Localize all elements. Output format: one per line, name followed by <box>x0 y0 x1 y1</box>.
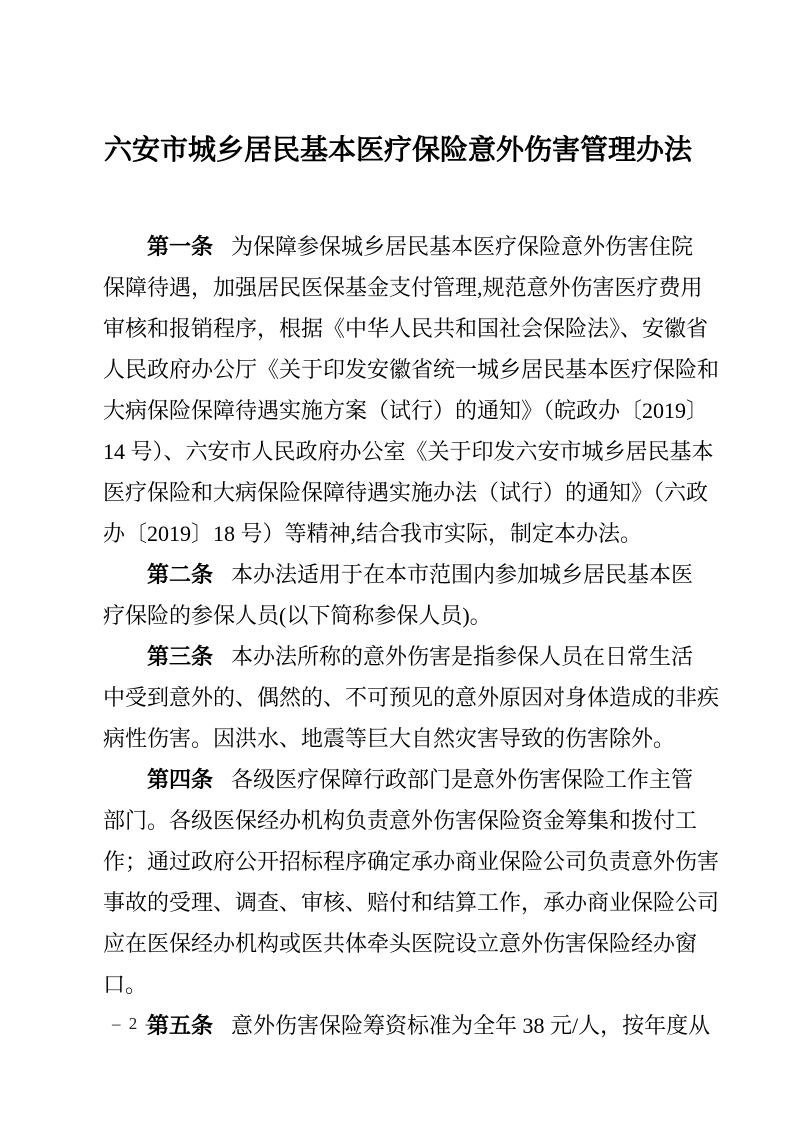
article-text: 意外伤害保险筹资标准为全年 38 元/人，按年度从 <box>231 1013 711 1038</box>
article-line: 14 号）、六安市人民政府办公室《关于印发六安市城乡居民基本 <box>103 439 714 464</box>
article-term: 第五条 <box>147 1013 214 1038</box>
article-term: 第一条 <box>147 234 214 259</box>
article-line: 审核和报销程序，根据《中华人民共和国社会保险法》、安徽省 <box>103 316 709 341</box>
article-line: 中受到意外的、偶然的、不可预见的意外原因对身体造成的非疾 <box>103 685 720 710</box>
page-title: 六安市城乡居民基本医疗保险意外伤害管理办法 <box>103 135 692 166</box>
article-term: 第三条 <box>147 644 214 669</box>
article-line: 疗保险的参保人员(以下简称参保人员)。 <box>103 603 492 628</box>
article-line <box>103 759 693 800</box>
page-number: – 2 – <box>112 1014 156 1033</box>
article-line: 作；通过政府公开招标程序确定承办商业保险公司负责意外伤害 <box>103 849 720 874</box>
article-line: 医疗保险和大病保险保障待遇实施办法（试行）的通知》（六政 <box>103 480 709 505</box>
article-line: 口。 <box>103 972 148 997</box>
article-line: 应在医保经办机构或医共体牵头医院设立意外伤害保险经办窗 <box>103 931 698 956</box>
article-line: 部门。各级医保经办机构负责意外伤害保险资金筹集和拨付工 <box>103 808 698 833</box>
article-line <box>103 226 693 267</box>
article-line <box>103 636 693 677</box>
article-line: 病性伤害。因洪水、地震等巨大自然灾害导致的伤害除外。 <box>103 726 676 751</box>
article-line: 大病保险保障待遇实施方案（试行）的通知》（皖政办〔2019〕 <box>103 398 709 423</box>
article-text: 为保障参保城乡居民基本医疗保险意外伤害住院 <box>231 234 694 259</box>
article-5 <box>103 1005 711 1046</box>
document-body <box>103 226 720 1046</box>
article-2 <box>103 554 693 636</box>
article-text: 本办法所称的意外伤害是指参保人员在日常生活 <box>231 644 694 669</box>
article-line: 办〔2019〕18 号）等精神,结合我市实际，制定本办法。 <box>103 521 643 546</box>
article-term: 第四条 <box>147 767 214 792</box>
article-term: 第二条 <box>147 562 214 587</box>
article-line <box>103 554 693 595</box>
article-line: 事故的受理、调查、审核、赔付和结算工作，承办商业保险公司 <box>103 890 720 915</box>
article-text: 各级医疗保障行政部门是意外伤害保险工作主管 <box>231 767 694 792</box>
article-1 <box>103 226 720 554</box>
article-line <box>103 1005 711 1046</box>
article-line: 人民政府办公厅《关于印发安徽省统一城乡居民基本医疗保险和 <box>103 357 720 382</box>
document-content <box>103 0 720 1046</box>
article-text: 本办法适用于在本市范围内参加城乡居民基本医 <box>231 562 694 587</box>
article-line: 保障待遇，加强居民医保基金支付管理,规范意外伤害医疗费用 <box>103 275 703 300</box>
article-4 <box>103 759 720 1005</box>
article-3 <box>103 636 720 759</box>
